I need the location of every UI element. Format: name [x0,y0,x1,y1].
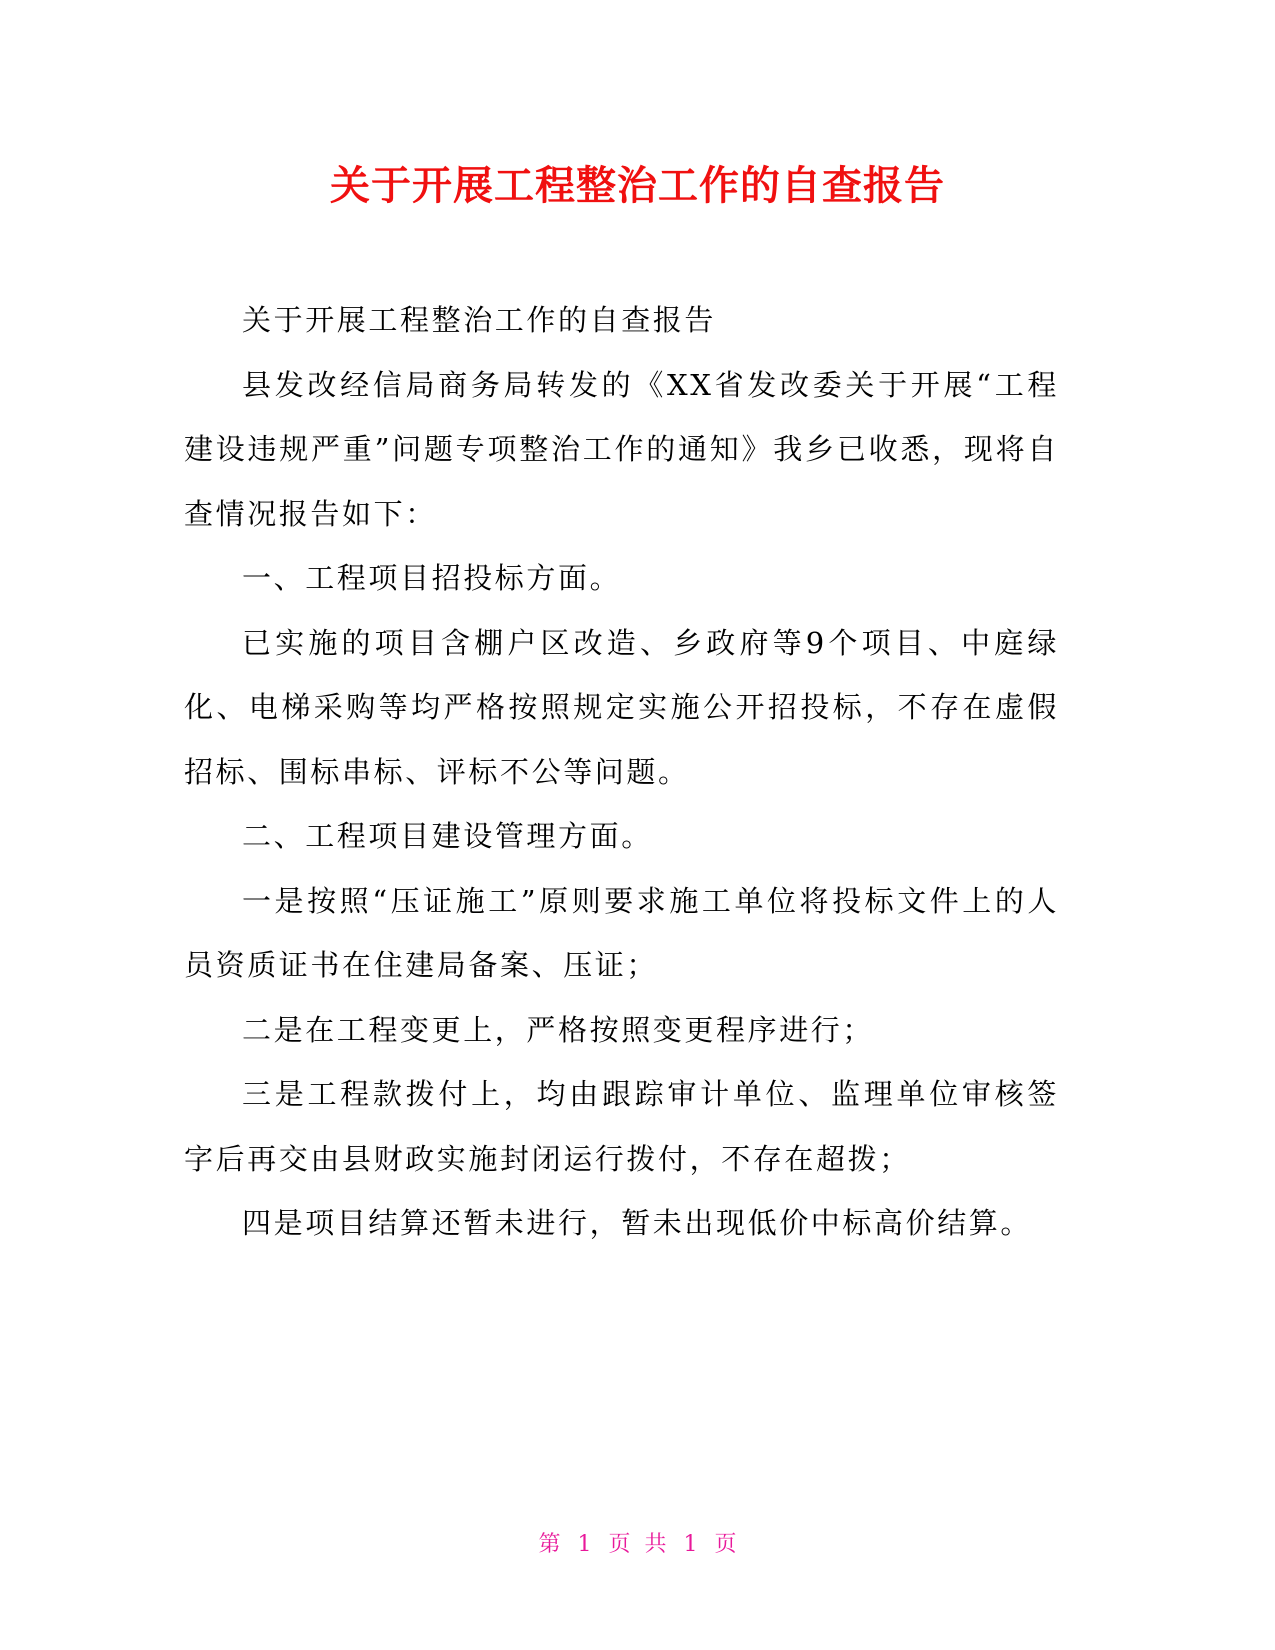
paragraph: 一、工程项目招投标方面。 [242,561,622,595]
paragraph: 三是工程款拨付上，均由跟踪审计单位、监理单位审核签字后再交由县财政实施封闭运行拨付，不存在超拨； [184,1077,1059,1176]
paragraph: 四是项目结算还暂未进行，暂未出现低价中标高价结算。 [242,1206,1033,1240]
paragraph: 二、工程项目建设管理方面。 [242,819,653,853]
document-body [184,288,1059,1256]
page-end-label: 页 [714,1532,737,1557]
total-pages-number: 1 [683,1532,698,1557]
paragraph: 一是按照“压证施工”原则要求施工单位将投标文件上的人员资质证书在住建局备案、压证； [184,883,1059,982]
page-label: 第 [538,1532,561,1557]
document-title: 关于开展工程整治工作的自查报告 [330,163,945,209]
paragraph: 县发改经信局商务局转发的《XX省发改委关于开展“工程建设违规严重”问题专项整治工作的通知》我乡已收悉，现将自查情况报告如下： [184,367,1059,531]
paragraph: 关于开展工程整治工作的自查报告 [242,303,717,337]
of-label: 页 共 [608,1532,667,1557]
paragraph: 二是在工程变更上，严格按照变更程序进行； [242,1012,875,1047]
paragraph: 已实施的项目含棚户区改造、乡政府等9个项目、中庭绿化、电梯采购等均严格按照规定实施公开招投标，不存在虚假招标、围标串标、评标不公等问题。 [184,625,1059,789]
current-page-number: 1 [577,1532,592,1557]
page-number-footer [0,1530,1275,1560]
